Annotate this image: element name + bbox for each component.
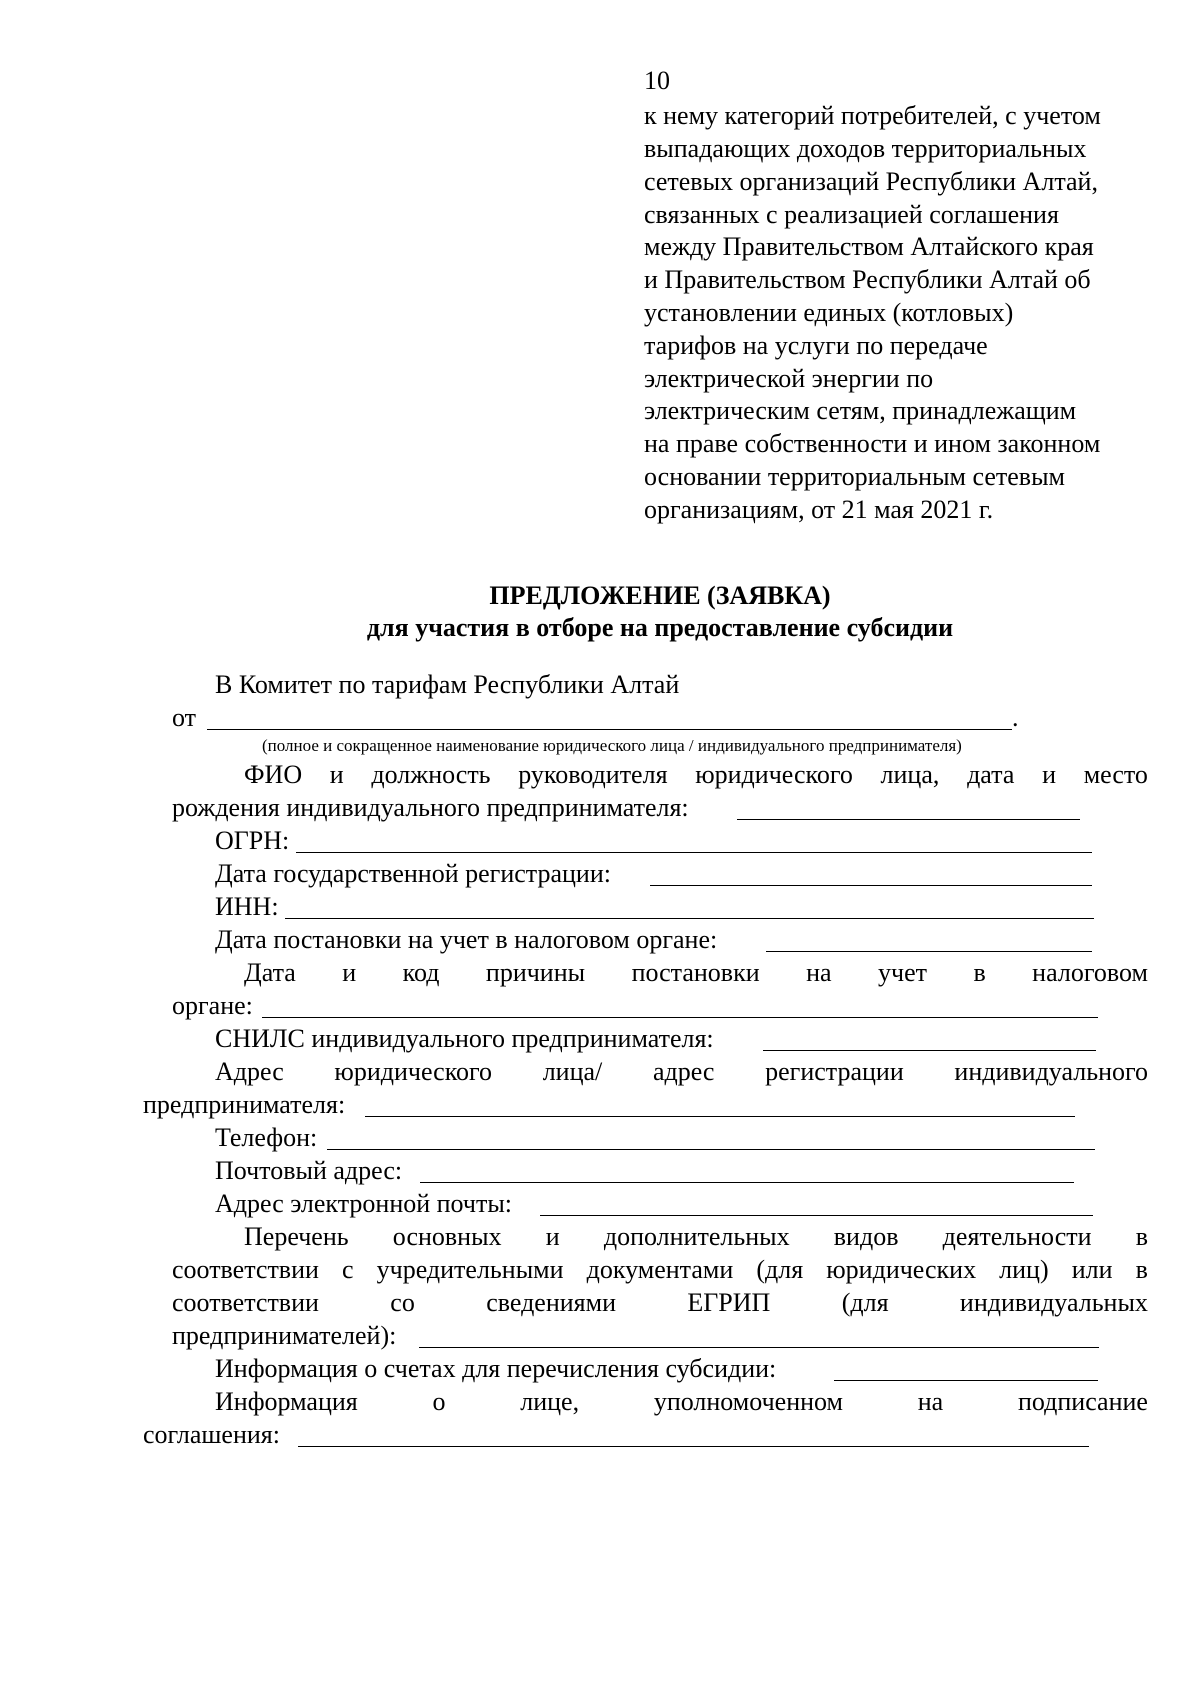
postal-field[interactable] bbox=[420, 1182, 1074, 1183]
address-label-line1: Адрес юридического лица/ адрес регистрации индивидуального bbox=[215, 1057, 1148, 1086]
signer-label-line2: соглашения: bbox=[143, 1420, 280, 1449]
address-label-line2: предпринимателя: bbox=[143, 1090, 346, 1119]
from-field[interactable] bbox=[207, 729, 1012, 730]
header-line: организациям, от 21 мая 2021 г. bbox=[644, 495, 994, 524]
accounts-field[interactable] bbox=[834, 1380, 1098, 1381]
ogrn-field[interactable] bbox=[296, 852, 1092, 853]
snils-label: СНИЛС индивидуального предпринимателя: bbox=[215, 1024, 714, 1053]
reg-date-field[interactable] bbox=[650, 885, 1092, 886]
header-line: и Правительством Республики Алтай об bbox=[644, 265, 1091, 294]
phone-field[interactable] bbox=[327, 1149, 1095, 1150]
header-line: на праве собственности и ином законном bbox=[644, 429, 1101, 458]
fio-label-line2: рождения индивидуального предпринимателя: bbox=[172, 793, 689, 822]
fio-field[interactable] bbox=[737, 819, 1080, 820]
signer-label-line1: Информация о лице, уполномоченном на подписание bbox=[215, 1387, 1148, 1416]
page-number: 10 bbox=[644, 66, 670, 95]
addressee: В Комитет по тарифам Республики Алтай bbox=[215, 670, 680, 699]
header-line: к нему категорий потребителей, с учетом bbox=[644, 101, 1101, 130]
email-field[interactable] bbox=[540, 1215, 1093, 1216]
activity-label-line3: соответствии со сведениями ЕГРИП (для индивидуальных bbox=[172, 1288, 1148, 1317]
tax-date-label: Дата постановки на учет в налоговом органе: bbox=[215, 925, 718, 954]
activity-field[interactable] bbox=[419, 1347, 1099, 1348]
header-line: электрическим сетям, принадлежащим bbox=[644, 396, 1077, 425]
address-field[interactable] bbox=[365, 1116, 1075, 1117]
email-label: Адрес электронной почты: bbox=[215, 1189, 513, 1218]
phone-label: Телефон: bbox=[215, 1123, 318, 1152]
header-line: между Правительством Алтайского края bbox=[644, 232, 1094, 261]
header-line: тарифов на услуги по передаче bbox=[644, 331, 988, 360]
accounts-label: Информация о счетах для перечисления субсидии: bbox=[215, 1354, 777, 1383]
inn-label: ИНН: bbox=[215, 892, 279, 921]
ogrn-label: ОГРН: bbox=[215, 826, 290, 855]
document-title: ПРЕДЛОЖЕНИЕ (ЗАЯВКА) bbox=[489, 581, 831, 610]
inn-field[interactable] bbox=[285, 918, 1094, 919]
document-subtitle: для участия в отборе на предоставление субсидии bbox=[366, 613, 954, 642]
signer-field[interactable] bbox=[298, 1446, 1089, 1447]
tax-date-field[interactable] bbox=[766, 951, 1092, 952]
fio-label-line1: ФИО и должность руководителя юридического лица, дата и место bbox=[244, 760, 1148, 789]
header-line: электрической энергии по bbox=[644, 364, 934, 393]
from-label: от bbox=[172, 703, 197, 732]
postal-label: Почтовый адрес: bbox=[215, 1156, 403, 1185]
header-line: сетевых организаций Республики Алтай, bbox=[644, 167, 1098, 196]
kpp-label-line2: органе: bbox=[172, 991, 253, 1020]
header-line: выпадающих доходов территориальных bbox=[644, 134, 1087, 163]
from-caption: (полное и сокращенное наименование юридического лица / индивидуального предпринимателя) bbox=[262, 736, 962, 755]
snils-field[interactable] bbox=[763, 1050, 1096, 1051]
activity-label-line2: соответствии с учредительными документами (для юридических лиц) или в bbox=[172, 1255, 1148, 1284]
header-line: основании территориальным сетевым bbox=[644, 462, 1066, 491]
reg-date-label: Дата государственной регистрации: bbox=[215, 859, 611, 888]
kpp-label-line1: Дата и код причины постановки на учет в налоговом bbox=[244, 958, 1148, 987]
kpp-field[interactable] bbox=[262, 1017, 1098, 1018]
from-period: . bbox=[1012, 703, 1019, 732]
activity-label-line4: предпринимателей): bbox=[172, 1321, 397, 1350]
header-line: связанных с реализацией соглашения bbox=[644, 200, 1059, 229]
header-line: установлении единых (котловых) bbox=[644, 298, 1014, 327]
activity-label-line1: Перечень основных и дополнительных видов деятельности в bbox=[244, 1222, 1148, 1251]
